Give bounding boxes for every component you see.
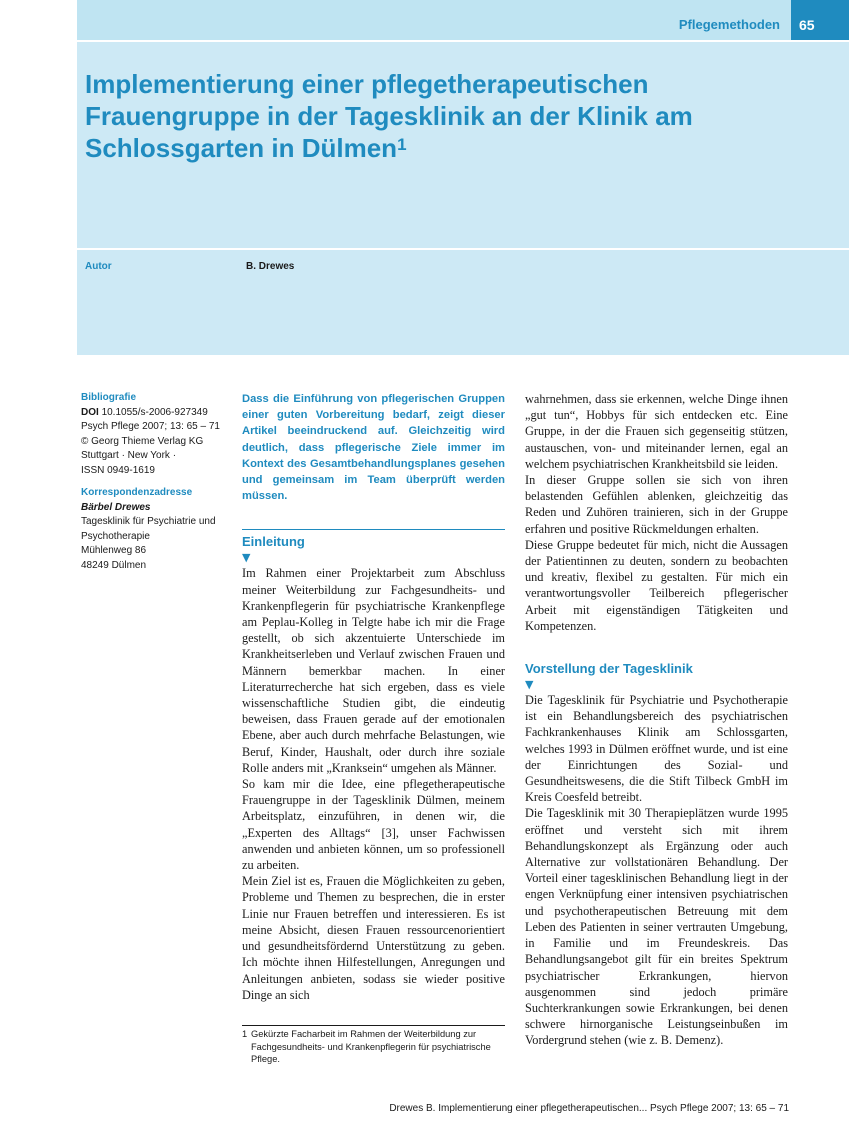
doi-value: 10.1055/s-2006-927349 [101, 406, 208, 418]
address-line: Tagesklinik für Psychiatrie und [81, 516, 216, 527]
title-footnote-mark: 1 [397, 135, 407, 154]
section-heading-einleitung: Einleitung [242, 534, 305, 550]
footnote [242, 1028, 505, 1066]
place-line: Stuttgart · New York · [81, 450, 177, 461]
article-title [85, 68, 785, 164]
address-line: Mühlenweg 86 [81, 545, 147, 556]
paragraph: Die Tagesklinik für Psychiatrie und Psychotherapie ist ein Behandlungsbereich des psychiatrischen Fachkrankenhauses Klinik am Schlossgarten, welches 1993 in Dülmen eröffnet wurde, und ist eine der Einrichtungen des Sozial- und Gesundheitswesens, die die Stift Tilbeck GmbH im Kreis Coesfeld betreibt. [525, 693, 788, 805]
author-name: B. Drewes [246, 261, 295, 272]
footnote-text: Gekürzte Facharbeit im Rahmen der Weiterbildung zur Fachgesundheits- und Krankenpflegerin für psychiatrische Pflege. [251, 1029, 491, 1064]
page-number: 65 [791, 0, 849, 40]
column-1 [242, 391, 505, 1003]
paragraph: Im Rahmen einer Projektarbeit zum Abschluss meiner Weiterbildung zur Fachgesundheits- und Krankenpflegerin für psychiatrische Krankenpflege am Peplau-Kolleg in Telgte habe ich mir die Frage gestellt, ob sich akzentuierte Unterschiede im Krankheitserleben und Verlauf zwischen Frauen und Männern bemerkbar machen. In einer Literaturrecherche hat sich ergeben, dass es viele wissenschaftliche Studien gibt, die eindeutig beweisen, dass Frauen gerade auf der emotionalen Ebene, aber auch durch mehrfache Belastungen, wie Beruf, Kinder, Haushalt, oder durch ihre soziale Rolle anders mit „Kranksein“ umgehen als Männer. [242, 566, 505, 775]
address-line: Psychotherapie [81, 530, 150, 542]
address-line: 48249 Dülmen [81, 559, 147, 571]
bibliography-heading: Bibliografie [81, 392, 137, 403]
citation-line: Psych Pflege 2007; 13: 65 – 71 [81, 421, 220, 432]
issn-line: ISSN 0949-1619 [81, 464, 155, 476]
page-footer: Drewes B. Implementierung einer pflegetherapeutischen... Psych Pflege 2007; 13: 65 – 71 [389, 1103, 789, 1114]
paragraph: So kam mir die Idee, eine pflegetherapeutische Frauengruppe in der Tagesklinik Dülmen, meinem Arbeitsplatz, einzuführen, in denen wir, die „Experten des Alltags“ [3], unser Fachwissen anwenden und anbieten können, um so professionell zu arbeiten. [242, 777, 505, 873]
article-title-text: Implementierung einer pflegetherapeutischen Frauengruppe in der Tagesklinik an der Klinik am Schlossgarten in Dülmen [85, 69, 693, 163]
abstract: Dass die Einführung von pflegerischen Gruppen einer guten Vorbereitung bedarf, zeigt dieser Artikel beeindruckend auf. Gleichzeitig wird deutlich, dass pflegerische Ziele immer im Kontext des Gesamtbehandlungsplanes gesehen und gemeinsam im Team überprüft werden müssen. [242, 393, 505, 503]
paragraph: Diese Gruppe bedeutet für mich, nicht die Aussagen der Patientinnen zu deuten, sondern zu beobachten und kreativ, flexibel zu gestalten. Für mich ein verantwortungsvoller Teilbereich pflegerischer Arbeit mit eigenständigen Tätigkeiten und Kompetenzen. [525, 537, 788, 633]
triangle-down-icon: ▼ [525, 678, 534, 692]
author-label: Autor [85, 261, 112, 272]
correspondence-heading: Korrespondenzadresse [81, 487, 193, 498]
doi-label: DOI [81, 406, 99, 418]
sidebar [81, 391, 231, 573]
sidebar-gap [81, 478, 231, 486]
spacer [242, 504, 505, 529]
footnote-number: 1 [242, 1029, 248, 1039]
paragraph: wahrnehmen, dass sie erkennen, welche Dinge ihnen „gut tun“, Hobbys für sich entdecken etc. Eine Gruppe, in der die Frauen sich gegenseitig stützen, austauschen, von- und miteinander lernen, egal an welchem psychiatrischen Krankheitsbild sie leiden. [525, 392, 788, 471]
doi-line [81, 406, 231, 421]
author-panel [77, 250, 849, 355]
copyright-line: © Georg Thieme Verlag KG [81, 435, 204, 447]
section-heading-tagesklinik: Vorstellung der Tagesklinik [525, 661, 693, 677]
spacer [525, 634, 788, 660]
paragraph: Mein Ziel ist es, Frauen die Möglichkeiten zu geben, Probleme und Themen zu besprechen, die in erster Linie nur Frauen betreffen und interessieren. Es ist meine Absicht, diesen Frauen ressourcenorientiert und gesundheitsfördernd Unterstützung zu geben. Ich möchte ihnen Hilfestellungen, Anregungen und Anleitungen anbieten, sodass sie wieder positive Dinge an sich [242, 874, 505, 1002]
footnote-rule [242, 1025, 505, 1026]
section-label: Pflegemethoden [678, 17, 780, 32]
column-2 [525, 391, 788, 1049]
paragraph: In dieser Gruppe sollen sie sich von ihren belastenden Gefühlen ablenken, gleichzeitig das Reden und Zuhören trainieren, sich in der Gruppe erfahren und positive Rückmeldungen erhalten. [525, 473, 788, 536]
paragraph: Die Tagesklinik mit 30 Therapieplätzen wurde 1995 eröffnet und versteht sich mit ihrem Behandlungskonzept als Ergänzung oder auch Alternative zur vollstationären Behandlung. Der Vorteil einer tagesklinischen Behandlung liegt in der engen Verknüpfung einer intensiven psychiatrischen und psychotherapeutischen Betreuung mit dem Leben des Patienten in seiner vertrauten Umgebung, in Familie und im Freundeskreis. Das Behandlungsangebot gilt für ein breites Spektrum psychiatrischer Erkrankungen, hiervon ausgenommen sind jedoch primäre Suchterkrankungen sowie Erkrankungen, bei denen schwere hirnorganische Leistungseinbußen im Vordergrund stehen (wie z. B. Demenz). [525, 806, 788, 1048]
correspondent-name: Bärbel Drewes [81, 501, 151, 513]
triangle-down-icon: ▼ [242, 551, 251, 565]
